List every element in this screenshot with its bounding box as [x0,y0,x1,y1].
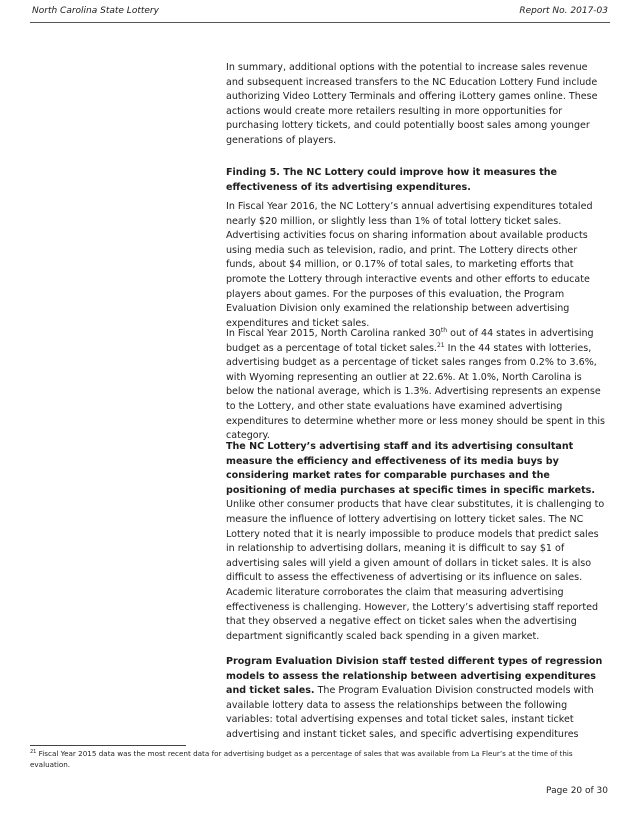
consultant-text [226,440,606,644]
consultant-paragraph [226,440,606,644]
ranking-text-a: In Fiscal Year 2015, North Carolina ranked 30 [226,328,441,339]
regression-text [226,655,606,743]
state-ranking-text [226,327,606,444]
header-report-number: Report No. 2017-03 [519,6,608,16]
summary-paragraph [226,61,606,149]
footnote-text: Fiscal Year 2015 data was the most recent data for advertising budget as a percentage of sales that was available from La Fleur’s at the time of this evaluation. [30,749,573,769]
summary-text: In summary, additional options with the potential to increase sales revenue and subsequent increased transfers to the NC Education Lottery Fund include authorizing Video Lottery Terminals and offering iLottery games online. These actions would create more retailers resulting in more opportunities for purchasing lottery tickets, and could potentially boost sales among younger generations of players. [226,62,598,146]
finding-heading: Finding 5. The NC Lottery could improve how it measures the effectiveness of its advertising expenditures. [226,167,557,193]
header-rule [30,22,610,23]
regression-lead-bold: Program Evaluation Division staff tested different types of regression models to assess the relationship between advertising expenditures and ticket sales. [226,656,603,697]
consultant-lead-bold: The NC Lottery’s advertising staff and its advertising consultant measure the efficiency and effectiveness of its media buys by considering market rates for comparable purchases and the positioning of media purchases at specific times in specific markets. [226,441,595,496]
regression-paragraph [226,655,606,743]
header-report-title: North Carolina State Lottery [32,6,159,16]
regression-body: The Program Evaluation Division constructed models with available lottery data to assess the relationships between the following variables: total advertising expenses and total ticket sales, instant ticket advertising and instant ticket sales, and specific advertising expenditures [226,685,594,740]
advertising-expenditures-paragraph [226,200,606,331]
page-number: Page 20 of 30 [546,786,608,796]
consultant-body: Unlike other consumer products that have clear substitutes, it is challenging to measure the influence of lottery advertising on lottery ticket sales. The NC Lottery noted that it is nearly impossible to produce models that predict sales in relationship to advertising dollars, meaning it is difficult to say $1 of advertising sales will yield a given amount of dollars in ticket sales. It is also difficult to assess the effectiveness of advertising or its influence on sales. Academic literature corroborates the claim that measuring advertising effectiveness is challenging. However, the Lottery’s advertising staff reported that they observed a negative effect on ticket sales when the advertising department significantly scaled back spending in a given market. [226,499,605,642]
advertising-expenditures-text: In Fiscal Year 2016, the NC Lottery’s annual advertising expenditures totaled nearly $20 million, or slightly less than 1% of total lottery ticket sales. Advertising activities focus on sharing information about available products using media such as television, radio, and print. The Lottery directs other funds, about $4 million, or 0.17% of total sales, to marketing efforts that promote the Lottery through interactive events and other efforts to educate players about games. For the purposes of this evaluation, the Program Evaluation Division only examined the relationship between advertising expenditures and ticket sales. [226,201,593,329]
footnote-number: 21 [30,749,37,755]
state-ranking-paragraph [226,327,606,444]
footnote [30,748,614,770]
ranking-text-c: In the 44 states with lotteries, advertising budget as a percentage of ticket sales ranges from 0.2% to 3.6%, with Wyoming representing an outlier at 22.6%. At 1.0%, North Carolina is below the national average, which is 1.3%. Advertising represents an expense to the Lottery, and other state evaluations have examined advertising expenditures to determine whether more or less money should be spent in this category. [226,342,605,442]
ranking-text-b: out of 44 states in advertising budget as a percentage of total ticket sales. [226,328,594,354]
footnote-rule [30,745,186,746]
footnote-reference[interactable]: 21 [436,341,445,349]
ordinal-suffix: th [440,327,448,334]
